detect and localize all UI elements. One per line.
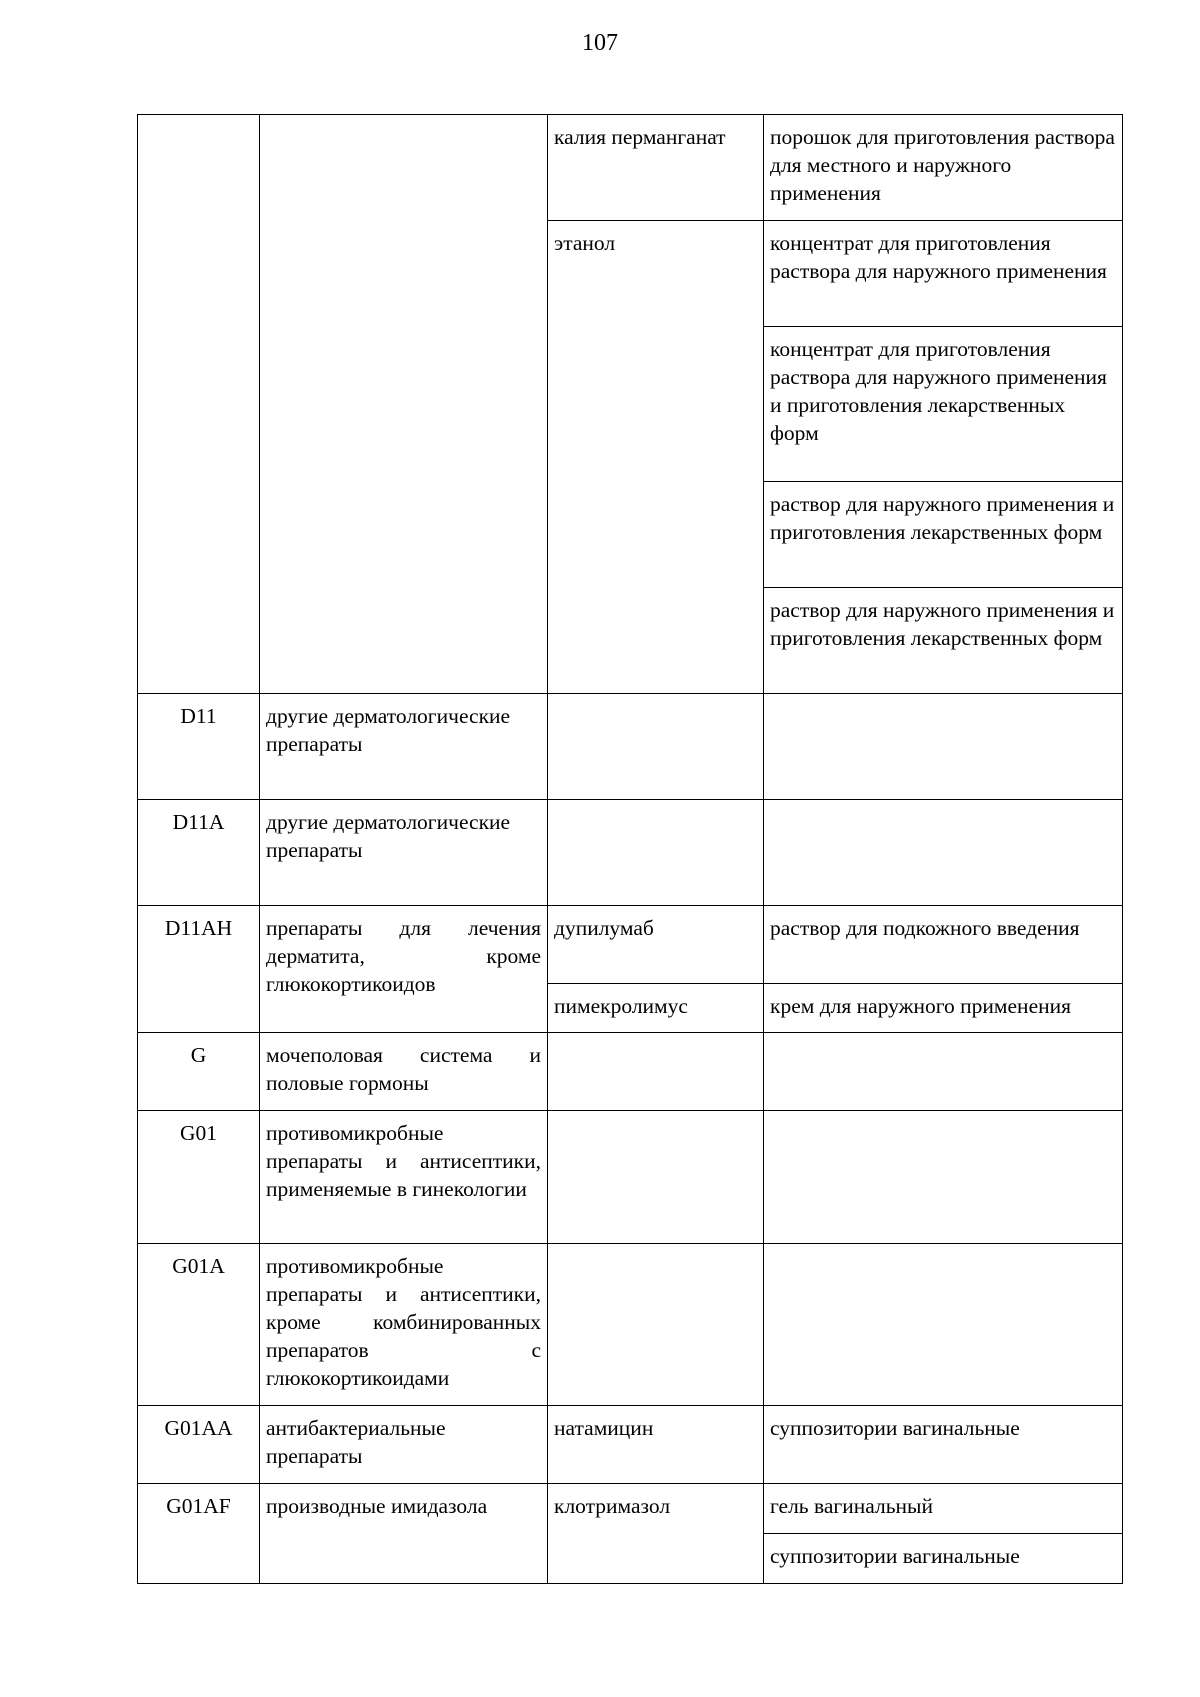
- table-row: [138, 800, 1123, 906]
- group-name-cell: препараты для лечения дерматита, кроме глюкокортикоидов: [260, 906, 548, 1033]
- atc-code-cell: G01A: [138, 1244, 260, 1406]
- dosage-form-cell: [764, 1244, 1123, 1406]
- dosage-form-cell: концентрат для приготовления раствора для наружного применения: [764, 221, 1123, 327]
- dosage-form-cell: порошок для приготовления раствора для местного и наружного применения: [764, 115, 1123, 221]
- group-name-cell: другие дерматологические препараты: [260, 694, 548, 800]
- atc-code-cell: G01: [138, 1111, 260, 1244]
- group-name-cell: мочеполовая система и половые гормоны: [260, 1033, 548, 1111]
- dosage-form-cell: крем для наружного применения: [764, 984, 1123, 1033]
- table-row: [138, 1406, 1123, 1484]
- dosage-form-cell: [764, 694, 1123, 800]
- table-row: [138, 1244, 1123, 1406]
- group-name-cell: производные имидазола: [260, 1484, 548, 1584]
- atc-code-cell: D11A: [138, 800, 260, 906]
- atc-code-cell: G01AA: [138, 1406, 260, 1484]
- group-name-cell: противомикробные препараты и антисептики, применяемые в гинекологии: [260, 1111, 548, 1244]
- dosage-form-cell: концентрат для приготовления раствора для наружного применения и приготовления лекарственных форм: [764, 327, 1123, 482]
- dosage-form-cell: [764, 800, 1123, 906]
- dosage-form-cell: раствор для подкожного введения: [764, 906, 1123, 984]
- dosage-form-cell: [764, 1033, 1123, 1111]
- table-row: [138, 1111, 1123, 1244]
- substance-cell: дупилумаб: [548, 906, 764, 984]
- table-row: [138, 694, 1123, 800]
- dosage-form-cell: гель вагинальный: [764, 1484, 1123, 1534]
- dosage-form-cell: суппозитории вагинальные: [764, 1534, 1123, 1584]
- atc-code-cell: G01AF: [138, 1484, 260, 1584]
- group-name-cell: противомикробные препараты и антисептики, кроме комбинированных препаратов с глюкокортикоидами: [260, 1244, 548, 1406]
- dosage-form-cell: суппозитории вагинальные: [764, 1406, 1123, 1484]
- substance-cell: натамицин: [548, 1406, 764, 1484]
- substance-cell: [548, 1033, 764, 1111]
- substance-cell: пимекролимус: [548, 984, 764, 1033]
- dosage-form-cell: раствор для наружного применения и приготовления лекарственных форм: [764, 588, 1123, 694]
- table-row: [138, 1033, 1123, 1111]
- dosage-form-cell: раствор для наружного применения и приготовления лекарственных форм: [764, 482, 1123, 588]
- substance-cell: калия перманганат: [548, 115, 764, 221]
- atc-code-cell: G: [138, 1033, 260, 1111]
- substance-cell: [548, 800, 764, 906]
- group-name-cell: другие дерматологические препараты: [260, 800, 548, 906]
- group-name-cell: [260, 115, 548, 694]
- atc-code-cell: [138, 115, 260, 694]
- dosage-form-cell: [764, 1111, 1123, 1244]
- substance-cell: этанол: [548, 221, 764, 694]
- atc-code-cell: D11: [138, 694, 260, 800]
- table-row: [138, 906, 1123, 984]
- substance-cell: [548, 1111, 764, 1244]
- atc-code-cell: D11AH: [138, 906, 260, 1033]
- substance-cell: [548, 694, 764, 800]
- page-number: 107: [582, 30, 618, 56]
- table-row: [138, 115, 1123, 221]
- substance-cell: [548, 1244, 764, 1406]
- table-row: [138, 1484, 1123, 1534]
- drug-table: [137, 114, 1123, 1584]
- substance-cell: клотримазол: [548, 1484, 764, 1584]
- group-name-cell: антибактериальные препараты: [260, 1406, 548, 1484]
